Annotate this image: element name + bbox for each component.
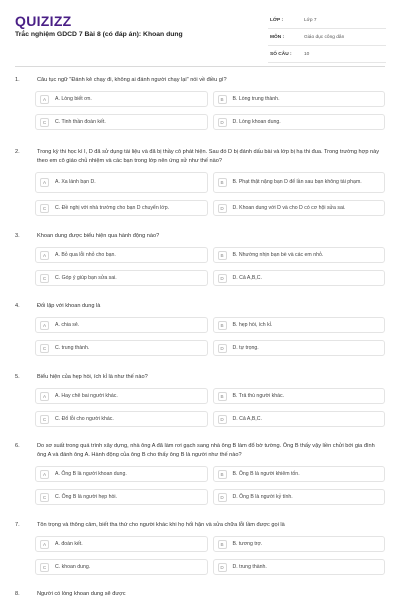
option-a[interactable] — [35, 388, 208, 404]
option-text: B. tương trợ. — [232, 540, 263, 547]
meta-label: SỐ CÂU : — [270, 51, 292, 57]
option-letter-box: A — [40, 540, 49, 549]
option-d[interactable] — [213, 200, 386, 216]
option-c[interactable] — [35, 200, 208, 216]
option-c[interactable] — [35, 340, 208, 356]
option-text: A. Lòng biết ơn. — [55, 95, 92, 102]
option-b[interactable] — [213, 172, 386, 193]
option-text: D. Cả A,B,C. — [232, 415, 262, 422]
option-text: D. Cả A,B,C. — [232, 274, 262, 281]
option-text: D. trung thành. — [232, 563, 267, 570]
option-letter-box: D — [218, 344, 227, 353]
option-text: C. Đổ lỗi cho người khác. — [55, 415, 114, 422]
question-number: 1. — [15, 77, 20, 83]
header-divider — [15, 66, 385, 67]
meta-label: LỚP : — [270, 17, 284, 23]
question-4 — [15, 302, 385, 356]
question-6 — [15, 442, 385, 505]
question-number: 5. — [15, 374, 20, 380]
option-letter-box: A — [40, 392, 49, 401]
option-letter-box: B — [218, 470, 227, 479]
option-b[interactable] — [213, 247, 386, 263]
question-5 — [15, 373, 385, 427]
option-c[interactable] — [35, 411, 208, 427]
option-text: C. Tinh thần đoàn kết. — [55, 118, 106, 125]
option-letter-box: C — [40, 118, 49, 127]
option-text: B. Trả thù người khác. — [232, 392, 285, 399]
option-d[interactable] — [213, 411, 386, 427]
option-letter-box: B — [218, 540, 227, 549]
option-d[interactable] — [213, 489, 386, 505]
question-number: 3. — [15, 233, 20, 239]
option-text: B. Nhường nhịn bạn bè và các em nhỏ. — [232, 251, 324, 258]
option-b[interactable] — [213, 536, 386, 552]
option-text: A. Hay chê bai người khác. — [55, 392, 118, 399]
question-text: Người có lòng khoan dung sẽ được — [37, 591, 126, 597]
option-letter-box: B — [218, 251, 227, 260]
option-c[interactable] — [35, 114, 208, 130]
option-letter-box: D — [218, 274, 227, 283]
option-letter-box: C — [40, 274, 49, 283]
question-text: Tôn trọng và thông cảm, biết tha thứ cho người khác khi họ hối hận và sửa chữa lỗi lầm được gọi là — [37, 522, 285, 528]
meta-label: MÔN : — [270, 34, 285, 40]
option-b[interactable] — [213, 466, 386, 482]
question-number: 6. — [15, 443, 20, 449]
meta-value: Lớp 7 — [304, 17, 317, 23]
option-b[interactable] — [213, 388, 386, 404]
question-text: Do sơ suất trong quá trình xây dựng, nhà ông A đã làm rơi gạch sang nhà ông B làm đổ bờ tường. Ông B thấy vậy liền chửi bới gia đình ông A và đánh ông A. Hành động của ông B cho thấy ông B là người như thế nào? — [37, 443, 375, 458]
quizizz-logo: QUIZIZZ — [15, 13, 72, 29]
option-text: C. trung thành. — [55, 344, 90, 351]
meta-row-subject — [268, 29, 386, 46]
question-text: Biểu hiện của hẹp hòi, ích kỉ là như thế nào? — [37, 374, 148, 380]
option-text: A. đoàn kết. — [55, 540, 83, 547]
option-c[interactable] — [35, 270, 208, 286]
question-8 — [15, 590, 385, 599]
question-1 — [15, 76, 385, 130]
meta-row-grade — [268, 12, 386, 29]
question-number: 2. — [15, 149, 20, 155]
option-text: B. hẹp hòi, ích kỉ. — [232, 321, 273, 328]
option-letter-box: D — [218, 563, 227, 572]
option-text: B. Phạt thật nặng bạn D để lần sau bạn không tái phạm. — [232, 179, 362, 185]
option-letter-box: B — [218, 178, 227, 187]
option-c[interactable] — [35, 489, 208, 505]
option-letter-box: D — [218, 493, 227, 502]
option-text: B. Ông B là người khiêm tốn. — [232, 470, 300, 477]
option-a[interactable] — [35, 536, 208, 552]
page-title: Trắc nghiệm GDCD 7 Bài 8 (có đáp án): Khoan dung — [15, 31, 183, 38]
option-letter-box: B — [218, 321, 227, 330]
worksheet-header — [0, 0, 400, 66]
option-c[interactable] — [35, 559, 208, 575]
option-d[interactable] — [213, 340, 386, 356]
option-text: C. Đề nghị với nhà trường cho bạn D chuyển lớp. — [55, 204, 170, 211]
option-text: A. Xa lánh bạn D. — [55, 179, 96, 185]
option-a[interactable] — [35, 91, 208, 107]
meta-value: 10 — [304, 51, 310, 57]
question-3 — [15, 232, 385, 286]
question-7 — [15, 521, 385, 575]
option-letter-box: D — [218, 415, 227, 424]
option-text: C. khoan dung. — [55, 563, 91, 570]
option-letter-box: B — [218, 95, 227, 104]
question-number: 4. — [15, 303, 20, 309]
option-a[interactable] — [35, 317, 208, 333]
option-letter-box: A — [40, 321, 49, 330]
option-a[interactable] — [35, 172, 208, 193]
option-letter-box: C — [40, 415, 49, 424]
question-text: Trong kỳ thi học kì I, D đã sử dụng tài liệu và đã bị thầy cô phát hiện. Sau đó D bị đánh dấu bài và lớp bị hạ thi đua. Trong trường hợp này theo em cô giáo chủ nhiệm và các bạn trong lớp nên ứng xử như thế nào? — [37, 149, 379, 164]
option-text: A. chia sẻ. — [55, 321, 80, 328]
option-letter-box: C — [40, 344, 49, 353]
option-d[interactable] — [213, 559, 386, 575]
meta-row-count — [268, 46, 386, 63]
question-2 — [15, 148, 385, 216]
question-text: Khoan dung được biểu hiện qua hành động nào? — [37, 233, 160, 239]
option-b[interactable] — [213, 91, 386, 107]
option-letter-box: B — [218, 392, 227, 401]
option-text: D. Khoan dung với D và cho D có cơ hội sửa sai. — [232, 204, 346, 211]
option-text: B. Lòng trung thành. — [232, 95, 280, 102]
option-text: D. Ông B là người kỷ tính. — [232, 493, 293, 500]
option-d[interactable] — [213, 270, 386, 286]
option-d[interactable] — [213, 114, 386, 130]
option-text: D. tự trọng. — [232, 344, 259, 351]
option-text: A. Ông B là người khoan dung. — [55, 470, 127, 477]
meta-value: Giáo dục công dân — [304, 34, 345, 40]
question-text: Câu tục ngữ "Đánh kẻ chạy đi, không ai đánh người chạy lại" nói về điều gì? — [37, 77, 227, 83]
option-text: C. Ông B là người hẹp hòi. — [55, 493, 117, 500]
option-a[interactable] — [35, 466, 208, 482]
option-letter-box: C — [40, 563, 49, 572]
option-text: C. Góp ý giúp bạn sửa sai. — [55, 274, 117, 281]
option-letter-box: A — [40, 470, 49, 479]
option-letter-box: D — [218, 118, 227, 127]
question-number: 8. — [15, 591, 20, 597]
option-a[interactable] — [35, 247, 208, 263]
meta-table — [268, 12, 386, 63]
option-letter-box: C — [40, 204, 49, 213]
question-text: Đối lập với khoan dung là — [37, 303, 101, 309]
option-letter-box: A — [40, 95, 49, 104]
option-letter-box: A — [40, 251, 49, 260]
option-letter-box: D — [218, 204, 227, 213]
option-text: D. Lòng khoan dung. — [232, 118, 281, 125]
option-b[interactable] — [213, 317, 386, 333]
option-letter-box: A — [40, 178, 49, 187]
option-letter-box: C — [40, 493, 49, 502]
option-text: A. Bỏ qua lỗi nhỏ cho bạn. — [55, 251, 116, 258]
question-number: 7. — [15, 522, 20, 528]
